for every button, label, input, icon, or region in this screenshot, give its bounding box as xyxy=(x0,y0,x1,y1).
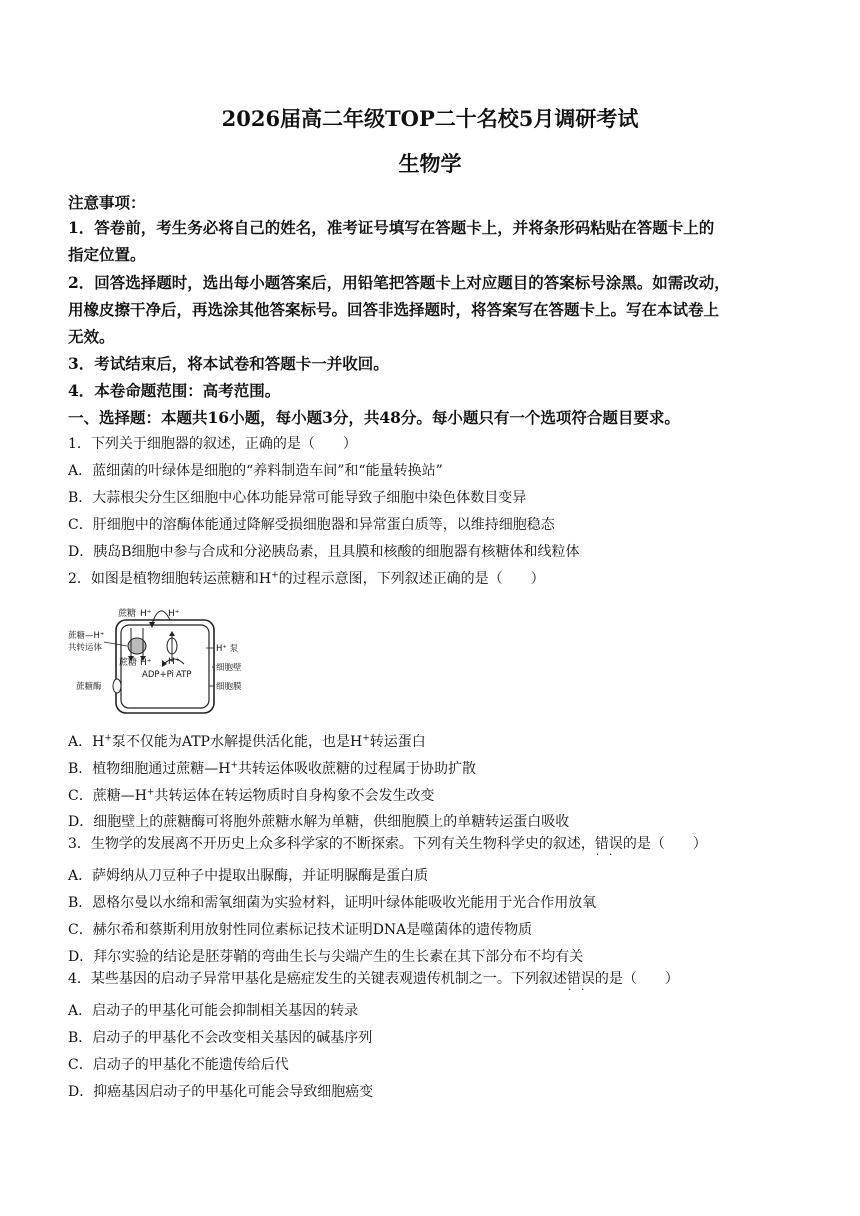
q3-option-b: B．恩格尔曼以水绵和需氧细菌为实验材料，证明叶绿体能吸收光能用于光合作用放氧 xyxy=(68,895,597,911)
notice-item-2-cont: 用橡皮擦干净后，再选涂其他答案标号。回答非选择题时，将答案写在答题卡上。写在本试卷上 xyxy=(68,300,720,319)
notice-item-2-cont2: 无效。 xyxy=(68,327,115,346)
label-h-top2: H⁺ xyxy=(168,609,180,619)
q4-emphasis: 错误 · · xyxy=(567,971,595,987)
q4-option-a: A．启动子的甲基化可能会抑制相关基因的转录 xyxy=(68,1003,359,1019)
label-cotransporter-2: 共转运体 xyxy=(68,643,103,653)
label-sucrose-top: 蔗糖 xyxy=(118,609,137,619)
q2-option-c: C．蔗糖—H+共转运体在转运物质时自身构象不会发生改变 xyxy=(68,787,435,804)
q4-option-d: D．抑癌基因启动子的甲基化可能会导致细胞癌变 xyxy=(68,1084,374,1100)
notice-item-1-cont: 指定位置。 xyxy=(68,245,146,264)
label-atp: ATP xyxy=(176,670,192,680)
notice-item-4: 4．本卷命题范围：高考范围。 xyxy=(68,381,281,400)
q3-option-a: A．萨姆纳从刀豆种子中提取出脲酶，并证明脲酶是蛋白质 xyxy=(68,868,429,884)
q3-emphasis: 错误 · · xyxy=(595,836,623,852)
label-sucrose-bottom: 蔗糖 xyxy=(119,658,138,668)
notice-item-2: 2．回答选择题时，选出每小题答案后，用铅笔把答题卡上对应题目的答案标号涂黑。如需改动， xyxy=(68,273,730,292)
q3-option-c: C．赫尔希和蔡斯利用放射性同位素标记技术证明DNA是噬菌体的遗传物质 xyxy=(68,922,533,938)
q4-stem: 4．某些基因的启动子异常甲基化是癌症发生的关键表观遗传机制之一。下列叙述错误 · ·的是（ ） xyxy=(68,968,679,988)
sucrase-shape xyxy=(113,679,121,693)
label-cell-wall: 细胞壁 xyxy=(216,663,242,673)
q2-option-a: A．H+泵不仅能为ATP水解提供活化能，也是H+转运蛋白 xyxy=(68,733,426,750)
q2-option-b: B．植物细胞通过蔗糖—H+共转运体吸收蔗糖的过程属于协助扩散 xyxy=(68,760,477,777)
section-heading: 一、选择题：本题共16小题，每小题3分，共48分。每小题只有一个选项符合题目要求。 xyxy=(68,408,680,427)
q1-option-a: A．蓝细菌的叶绿体是细胞的“养料制造车间”和“能量转换站” xyxy=(68,463,443,479)
q1-option-d: D．胰岛B细胞中参与合成和分泌胰岛素，且具膜和核酸的细胞器有核糖体和线粒体 xyxy=(68,544,580,560)
q1-option-c: C．肝细胞中的溶酶体能通过降解受损细胞器和异常蛋白质等，以维持细胞稳态 xyxy=(68,517,555,533)
label-adp: ADP+Pi xyxy=(142,670,174,680)
exam-title: 2026届高二年级TOP二十名校5月调研考试 xyxy=(221,106,639,131)
q1-option-b: B．大蒜根尖分生区细胞中心体功能异常可能导致子细胞中染色体数目变异 xyxy=(68,490,527,506)
q3-option-d: D．拜尔实验的结论是胚芽鞘的弯曲生长与尖端产生的生长素在其下部分布不均有关 xyxy=(68,949,584,965)
q4-option-b: B．启动子的甲基化不会改变相关基因的碱基序列 xyxy=(68,1030,373,1046)
subject-title: 生物学 xyxy=(398,151,462,176)
q2-stem: 2．如图是植物细胞转运蔗糖和H+的过程示意图，下列叙述正确的是（ ） xyxy=(68,570,545,587)
notice-item-3: 3．考试结束后，将本试卷和答题卡一并收回。 xyxy=(68,354,389,373)
q3-stem: 3．生物学的发展离不开历史上众多科学家的不断探索。下列有关生物科学史的叙述，错误 · ·的是（ ） xyxy=(68,833,707,853)
label-cell-membrane: 细胞膜 xyxy=(216,682,242,692)
notice-item-1: 1．答卷前，考生务必将自己的姓名，准考证号填写在答题卡上，并将条形码粘贴在答题卡上的 xyxy=(68,218,715,237)
q4-option-c: C．启动子的甲基化不能遗传给后代 xyxy=(68,1057,289,1073)
q1-stem: 1．下列关于细胞器的叙述，正确的是（ ） xyxy=(68,436,357,452)
label-h-bottom2: H⁺ xyxy=(168,657,180,667)
label-h-pump: H⁺ 泵 xyxy=(216,644,239,654)
notice-heading: 注意事项： xyxy=(68,193,146,212)
label-sucrase: 蔗糖酶 xyxy=(76,682,102,692)
label-h-top1: H⁺ xyxy=(140,609,152,619)
label-h-bottom1: H⁺ xyxy=(140,658,152,668)
sucrose-transport-diagram xyxy=(64,598,254,720)
q2-option-d: D．细胞壁上的蔗糖酶可将胞外蔗糖水解为单糖，供细胞膜上的单糖转运蛋白吸收 xyxy=(68,814,570,830)
label-cotransporter-1: 蔗糖—H⁺ xyxy=(68,631,105,641)
